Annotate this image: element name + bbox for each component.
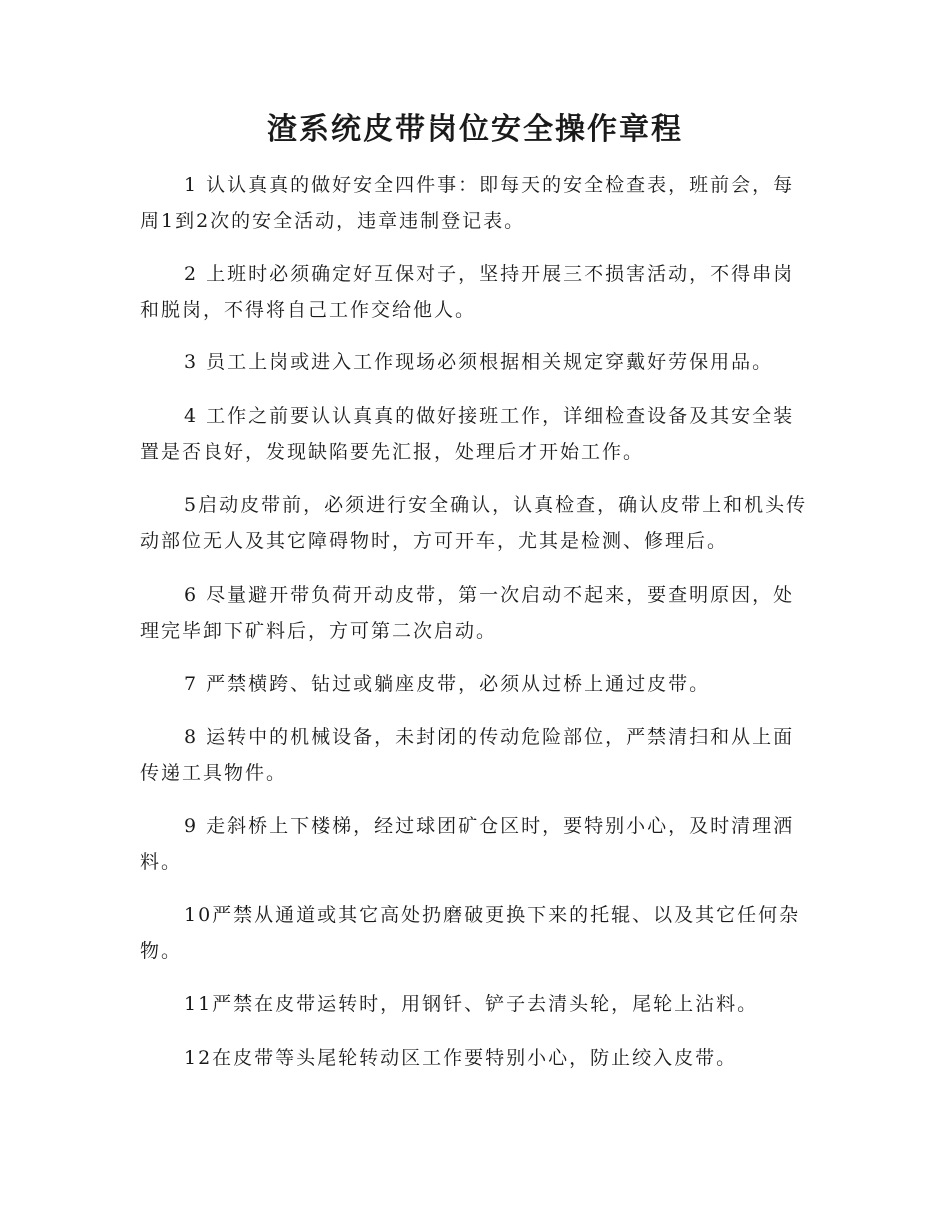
paragraph-2: 2 上班时必须确定好互保对子，坚持开展三不损害活动，不得串岗和脱岗，不得将自己工作交给他人。	[140, 263, 795, 321]
paragraph-8: 8 运转中的机械设备，未封闭的传动危险部位，严禁清扫和从上面传递工具物件。	[140, 726, 795, 784]
paragraph-1: 1 认认真真的做好安全四件事：即每天的安全检查表，班前会，每周1到2次的安全活动，违章违制登记表。	[140, 174, 795, 232]
paragraph-9: 9 走斜桥上下楼梯，经过球团矿仓区时，要特别小心，及时清理洒料。	[140, 815, 795, 873]
paragraph-3: 3 员工上岗或进入工作现场必须根据相关规定穿戴好劳保用品。	[184, 351, 774, 373]
paragraph-10: 10严禁从通道或其它高处扔磨破更换下来的托辊、以及其它任何杂物。	[140, 904, 801, 962]
paragraph-4: 4 工作之前要认认真真的做好接班工作，详细检查设备及其安全装置是否良好，发现缺陷要先汇报，处理后才开始工作。	[140, 405, 795, 463]
document-title: 渣系统皮带岗位安全操作章程	[267, 112, 683, 147]
paragraph-7: 7 严禁横跨、钻过或躺座皮带，必须从过桥上通过皮带。	[184, 673, 711, 695]
paragraph-12: 12在皮带等头尾轮转动区工作要特别小心，防止绞入皮带。	[184, 1047, 738, 1069]
paragraph-6: 6 尽量避开带负荷开动皮带，第一次启动不起来，要查明原因，处理完毕卸下矿料后，方可第二次启动。	[140, 584, 795, 642]
paragraph-5: 5启动皮带前，必须进行安全确认，认真检查，确认皮带上和机头传动部位无人及其它障碍物时，方可开车，尤其是检测、修理后。	[140, 494, 808, 552]
paragraph-11: 11严禁在皮带运转时，用钢钎、铲子去清头轮，尾轮上沾料。	[184, 993, 759, 1015]
